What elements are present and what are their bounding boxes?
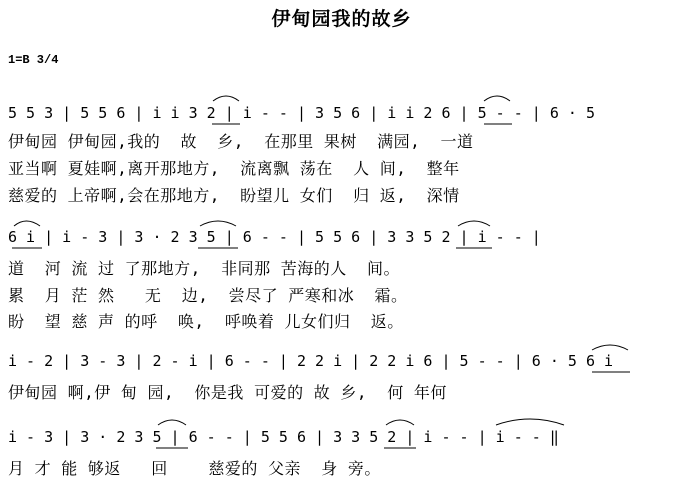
lyric-line-1-verse-2: 亚当啊 夏娃啊,离开那地方, 流离飘 荡在 人 间, 整年 xyxy=(8,159,460,178)
slur-mark xyxy=(458,221,490,226)
song-title: 伊甸园我的故乡 xyxy=(271,8,412,30)
lyric-line-2-verse-2: 累 月 茫 然 无 边, 尝尽了 严寒和冰 霜。 xyxy=(8,286,408,305)
slur-mark xyxy=(158,420,186,425)
notation-line-1: 5 5 3 | 5 5 6 | i i 3 2 | i - - | 3 5 6 | i i 2 6 | 5 - - | 6 · 5 xyxy=(8,104,595,122)
slur-mark xyxy=(592,345,628,350)
lyric-line-4-verse-1: 月 才 能 够返 回 慈爱的 父亲 身 旁。 xyxy=(8,459,381,478)
slur-mark xyxy=(213,96,239,101)
notation-line-3: i - 2 | 3 - 3 | 2 - i | 6 - - | 2 2 i | 2 2 i 6 | 5 - - | 6 · 5 6 i xyxy=(8,352,614,370)
notation-line-4: i - 3 | 3 · 2 3 5 | 6 - - | 5 5 6 | 3 3 5 2 | i - - | i - - ‖ xyxy=(8,428,559,446)
slur-mark xyxy=(386,420,414,425)
lyric-line-1-verse-1: 伊甸园 伊甸园,我的 故 乡, 在那里 果树 满园, 一道 xyxy=(8,132,474,151)
notation-line-2: 6 i | i - 3 | 3 · 2 3 5 | 6 - - | 5 5 6 | 3 3 5 2 | i - - | xyxy=(8,228,541,246)
slur-mark xyxy=(14,221,40,226)
slur-mark xyxy=(200,221,236,226)
lyric-line-2-verse-3: 盼 望 慈 声 的呼 唤, 呼唤着 儿女们归 返。 xyxy=(8,312,404,331)
key-time-signature: 1=B 3/4 xyxy=(8,53,59,67)
lyric-line-1-verse-3: 慈爱的 上帝啊,会在那地方, 盼望儿 女们 归 返, 深情 xyxy=(8,186,460,205)
slur-mark xyxy=(496,419,564,425)
lyric-line-2-verse-1: 道 河 流 过 了那地方, 非同那 苦海的人 间。 xyxy=(8,259,400,278)
slur-mark xyxy=(484,96,510,101)
lyric-line-3-verse-1: 伊甸园 啊,伊 甸 园, 你是我 可爱的 故 乡, 何 年何 xyxy=(8,383,447,402)
